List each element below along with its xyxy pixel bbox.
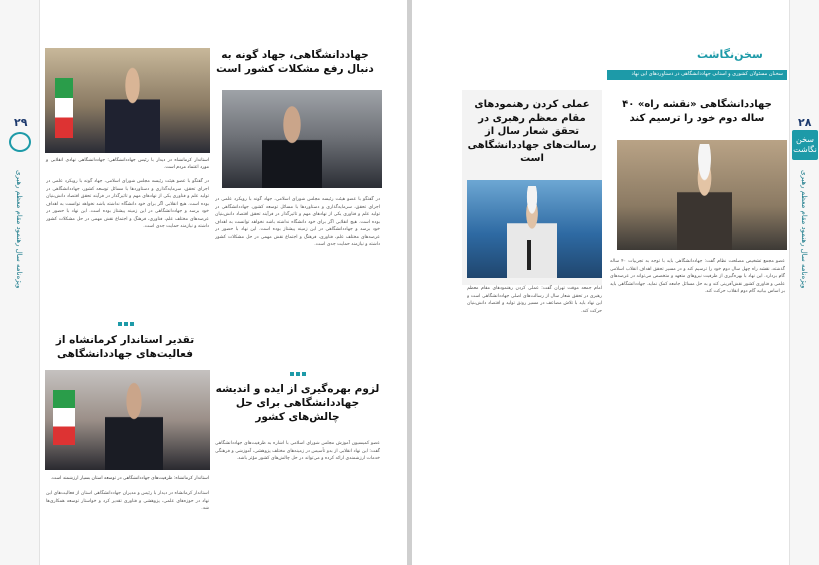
article-title: لزوم بهره‌گیری از ایده و اندیشه جهاددانشگاهی برای حل چالش‌های کشور (215, 383, 380, 424)
article-body: عضو مجمع تشخیص مصلحت نظام گفت: جهاددانشگاهی باید با توجه به تجربیات ۴۰ ساله گذشته، نقشه راه چهل سال دوم خود را ترسیم کند و در مسیر تحقق اهداف انقلاب اسلامی گام بردارد. این نهاد با بهره‌گیری از ظرفیت نیروهای متعهد و متخصص می‌تواند در عرصه‌های علمی و فناوری کشور نقش‌آفرینی کند و به حل مسائل جامعه کمک نماید. جهاددانشگاهی باید بر اساس بیانیه گام دوم انقلاب حرکت کند. (610, 259, 785, 295)
left-page (0, 0, 407, 565)
article-body: عضو کمیسیون آموزش مجلس شورای اسلامی با اشاره به ظرفیت‌های جهاددانشگاهی گفت: این نهاد انقلابی از بدو تأسیس در زمینه‌های مختلف پژوهشی، آموزشی و فرهنگی خدمات ارزشمندی ارائه کرده و می‌تواند در حل چالش‌های کشور مؤثر باشد. (215, 441, 380, 462)
top-photo-caption: استاندار کرمانشاه در دیدار با رئیس جهاددانشگاهی: جهاددانشگاهی نهادی انقلابی و مورد اعتماد مردم است. (46, 158, 209, 170)
sidebar-caption: ویژه‌نامه سال رهنمود مقام معظم رهبری (15, 170, 23, 289)
iran-flag-icon (53, 390, 75, 445)
article-body: در گفتگو با عضو هیئت رئیسه مجلس شورای اسلامی، جهاد گونه با رویکرد علمی در اجرای تحقق، سرمایه‌گذاری و دستاوردها با مسائل توسعه کشور، جهاددانشگاهی در تولید علم و فناوری یکی از نهادهای مهم و تاثیرگذار در فرآیند تحقق اقتصاد دانش‌بنیان بوده است. هیچ انقلابی اگر برای خود دانشگاه نداشته باشد نخواهد توانست به اهداف خود برسد و جهاددانشگاهی در این زمینه پیشتاز بوده است. این نهاد با حضور در عرصه‌های مختلف علم، فناوری، فرهنگ و اجتماع نقش مهمی در حل مشکلات کشور داشته و نیازمند حمایت جدی است. (215, 197, 380, 248)
article-title: جهاددانشگاهی «نقشه راه» ۴۰ ساله دوم خود را ترسیم کند (622, 99, 772, 124)
page-number: ۲۸ (798, 116, 812, 129)
article-body: استاندار کرمانشاه در دیدار با رئیس و مدیران جهاددانشگاهی استان از فعالیت‌های این نهاد در حوزه‌های علمی، پژوهشی و فناوری تقدیر کرد و خواستار توسعه همکاری‌ها شد. (46, 491, 209, 512)
microphone-icon (527, 240, 531, 270)
section-subtitle: سخنان مسئولان کشوری و استانی جهاددانشگاهی در دستاوردهای این نهاد (607, 70, 787, 80)
person-silhouette (677, 144, 732, 250)
page-number: ۲۹ (14, 116, 28, 129)
cleric-speaker-photo (467, 180, 602, 278)
right-sidebar (789, 0, 819, 565)
cleric-portrait-photo (617, 140, 787, 250)
article-title: عملی کردن رهنمودهای مقام معظم رهبری در تحقق شعار سال از رسالت‌های جهاددانشگاهی است (467, 99, 597, 164)
left-sidebar (0, 0, 40, 565)
section-divider (118, 322, 134, 326)
right-page (412, 0, 819, 565)
speaker-portrait-photo (222, 90, 382, 188)
section-divider (290, 372, 306, 376)
article-body: در گفتگو با عضو هیئت رئیسه مجلس شورای اسلامی، جهاد گونه با رویکرد علمی در اجرای تحقق، سرمایه‌گذاری و دستاوردها با مسائل توسعه کشور، جهاددانشگاهی در تولید علم و فناوری یکی از نهادهای مهم و تاثیرگذار در فرآیند تحقق اقتصاد دانش‌بنیان بوده است. هیچ انقلابی اگر برای خود دانشگاه نداشته باشد نخواهد توانست به اهداف خود برسد و جهاددانشگاهی در این زمینه پیشتاز بوده است. این نهاد با حضور در عرصه‌های مختلف علم، فناوری، فرهنگ و اجتماع نقش مهمی در حل مشکلات کشور داشته و نیازمند حمایت جدی است. (46, 179, 209, 230)
person-silhouette (105, 378, 163, 470)
bottom-photo-caption: استاندار کرمانشاه: ظرفیت‌های جهاددانشگاهی در توسعه استان بسیار ارزشمند است. (50, 476, 209, 481)
person-silhouette (507, 186, 557, 278)
chat-bubble-icon (9, 132, 31, 152)
section-title: سخن‌نگاشت (697, 48, 763, 61)
governor-portrait-photo (45, 370, 210, 470)
sidebar-caption: ویژه‌نامه سال رهنمود مقام معظم رهبری (800, 170, 808, 289)
article-title: جهاددانشگاهی، جهاد گونه به دنبال رفع مشکلات کشور است (216, 49, 374, 76)
official-portrait-photo (45, 48, 210, 153)
person-silhouette (105, 63, 160, 153)
section-badge: سخن نگاشت (792, 130, 818, 160)
article-title: تقدیر استاندار کرمانشاه از فعالیت‌های جهاددانشگاهی (55, 334, 195, 361)
person-silhouette (262, 100, 322, 188)
article-body: امام جمعه موقت تهران گفت: عملی کردن رهنمودهای مقام معظم رهبری در تحقق شعار سال از رسالت‌های اصلی جهاددانشگاهی است و این نهاد باید با تلاش مضاعف در مسیر رونق تولید و اقتصاد دانش‌بنیان حرکت کند. (467, 286, 602, 314)
iran-flag-icon (55, 78, 73, 138)
